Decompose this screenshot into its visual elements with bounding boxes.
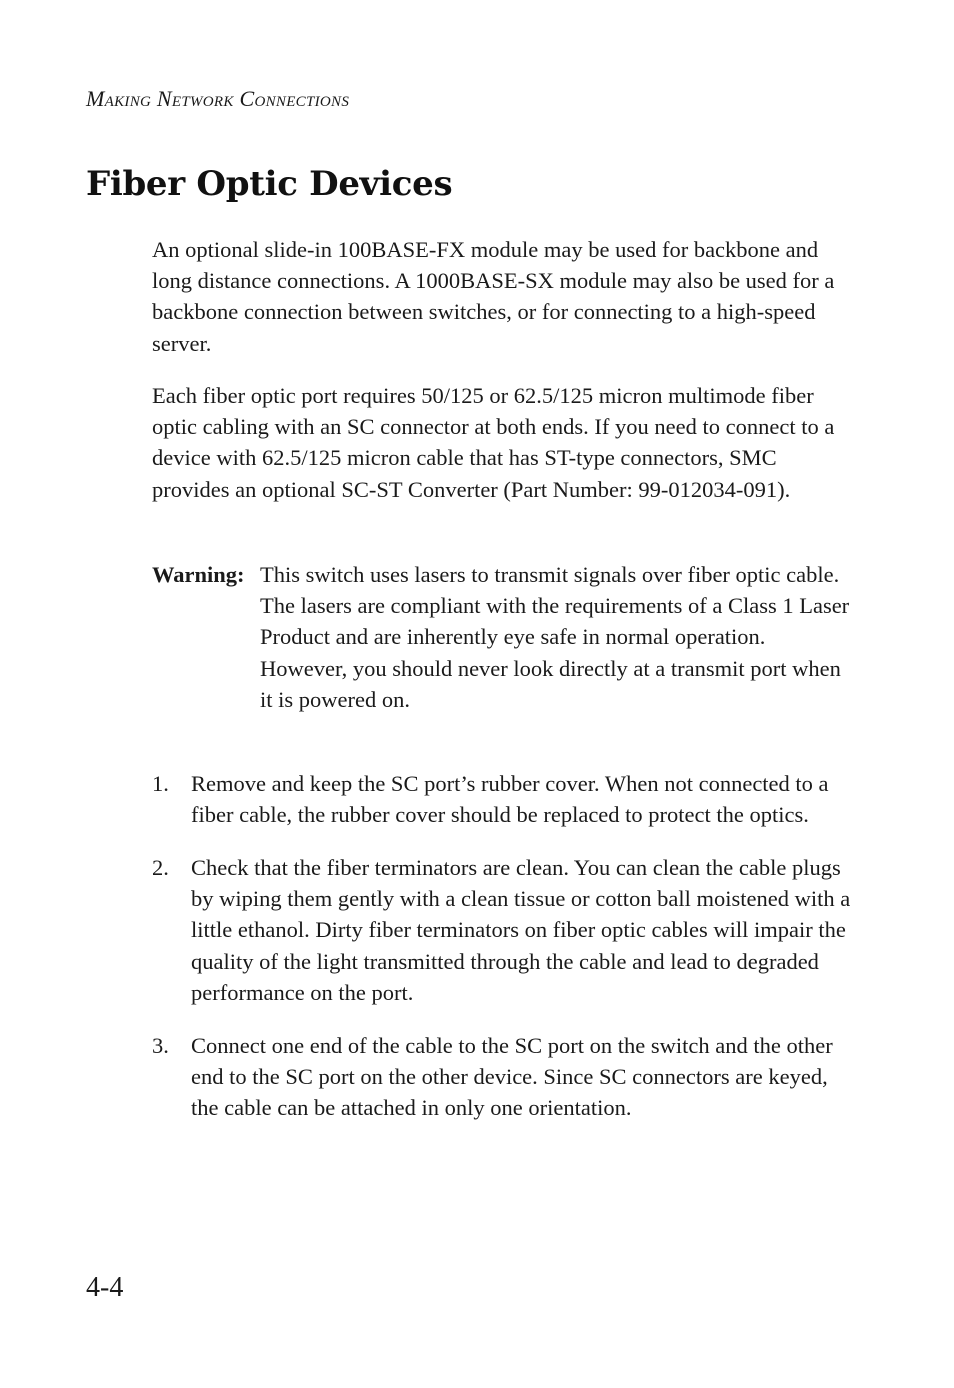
step-text: Check that the fiber terminators are clean. You can clean the cable plugs by wiping them gently with a clean tissue or cotton ball moistened with a little ethanol. Dirty fiber terminators on fiber optic cables will impair the quality of the light transmitted through the cable and lead to degraded performance on the port. <box>191 855 851 1005</box>
step-number: 3. <box>152 1032 169 1058</box>
warning-note <box>152 559 852 715</box>
step-text: Remove and keep the SC port’s rubber cover. When not connected to a fiber cable, the rubber cover should be replaced to protect the optics. <box>191 771 829 828</box>
list-item <box>152 768 852 830</box>
step-number: 2. <box>152 855 169 880</box>
running-header: Making Network Connections <box>86 86 350 111</box>
page-number: 4-4 <box>86 1272 124 1303</box>
warning-label: Warning: <box>152 562 245 587</box>
step-text: Connect one end of the cable to the SC port on the switch and the other end to the SC port on the other device. Since SC connectors are keyed, the cable can be attached in only one orientation. <box>191 1032 833 1121</box>
cabling-paragraph: Each fiber optic port requires 50/125 or 62.5/125 micron multimode fiber optic cabling with an SC connector at both ends. If you need to connect to a device with 62.5/125 micron cable that has ST-type connectors, SMC provides an optional SC-ST Converter (Part Number: 99-012034-091). <box>152 383 835 502</box>
intro-paragraph: An optional slide-in 100BASE-FX module may be used for backbone and long distance connections. A 1000BASE-SX module may also be used for a backbone connection between switches, or for connecting to a high-speed server. <box>152 237 835 356</box>
list-item <box>152 852 852 1008</box>
steps-list <box>152 768 852 1145</box>
section-title: Fiber Optic Devices <box>86 164 453 204</box>
warning-text: This switch uses lasers to transmit signals over fiber optic cable. The lasers are compliant with the requirements of a Class 1 Laser Product and are inherently eye safe in normal operation. However, you should never look directly at a transmit port when it is powered on. <box>260 562 850 712</box>
step-number: 1. <box>152 771 169 796</box>
list-item <box>152 1030 852 1124</box>
